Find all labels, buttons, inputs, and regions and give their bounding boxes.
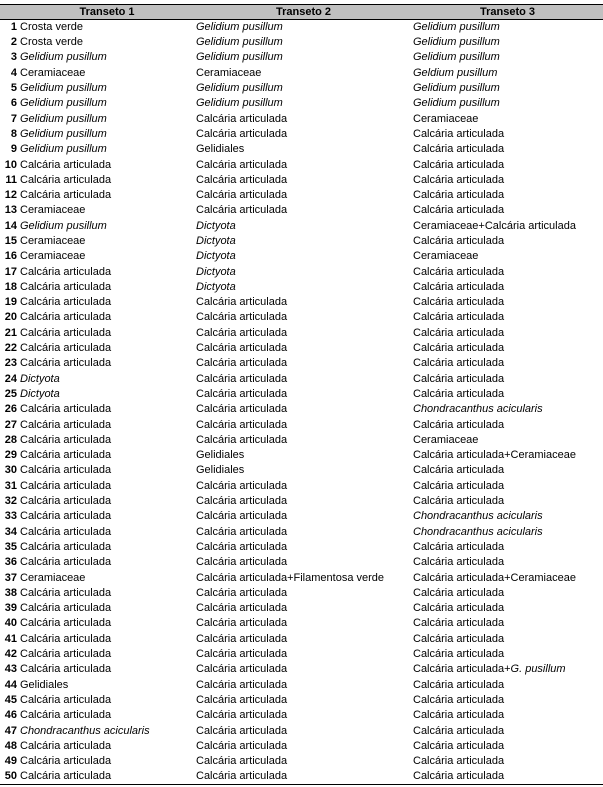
cell-transeto-1: Crosta verde	[20, 36, 83, 49]
row-number: 6	[10, 97, 17, 110]
cell-transeto-3: Calcária articulada	[413, 311, 505, 324]
row-number: 25	[4, 387, 17, 400]
row-number: 9	[10, 143, 17, 156]
cell-transeto-1: Calcária articulada	[20, 755, 112, 768]
cell-transeto-1: Crosta verde	[20, 21, 83, 33]
cell-transeto-1: Calcária articulada	[20, 739, 112, 752]
row-number: 22	[4, 342, 17, 355]
cell-transeto-2: Calcária articulada	[196, 158, 288, 171]
cell-transeto-1: Calcária articulada	[20, 556, 112, 569]
row-number: 4	[10, 66, 17, 79]
table-row	[0, 601, 603, 616]
table-row	[0, 203, 603, 218]
row-number: 14	[4, 219, 17, 232]
row-number: 2	[10, 36, 17, 49]
cell-transeto-3: Calcária articulada	[413, 617, 505, 630]
table-row	[0, 249, 603, 264]
cell-transeto-3: Gelidium pusillum	[413, 36, 500, 49]
cell-text-plain: Calcária articulada+	[413, 663, 511, 676]
cell-transeto-2: Calcária articulada	[196, 632, 288, 645]
table-row	[0, 555, 603, 570]
cell-transeto-1: Calcária articulada	[20, 663, 112, 676]
table-row	[0, 632, 603, 647]
table-row	[0, 463, 603, 478]
table-row	[0, 647, 603, 662]
cell-transeto-1: Calcária articulada	[20, 602, 112, 615]
cell-transeto-3: Calcária articulada	[413, 158, 505, 171]
cell-transeto-3: Chondracanthus acicularis	[413, 510, 543, 523]
cell-transeto-1: Ceramiaceae	[20, 250, 86, 263]
table-row	[0, 677, 603, 692]
cell-transeto-2: Calcária articulada	[195, 769, 412, 785]
cell-transeto-1: Calcária articulada	[20, 173, 112, 186]
cell-transeto-3: Calcária articulada	[413, 495, 505, 508]
header-transeto-3: Transeto 3	[412, 5, 603, 20]
table-row	[0, 188, 603, 203]
row-number: 32	[4, 495, 17, 508]
cell-transeto-1: Calcária articulada	[20, 586, 112, 599]
table-row	[0, 586, 603, 601]
cell-transeto-1: Calcária articulada	[20, 464, 112, 477]
cell-transeto-3: Chondracanthus acicularis	[413, 403, 543, 416]
cell-transeto-2: Calcária articulada	[196, 189, 288, 202]
table-row	[0, 356, 603, 371]
table-row	[0, 326, 603, 341]
header-row	[0, 5, 603, 20]
row-number: 1	[10, 21, 17, 33]
cell-transeto-1: Gelidium pusillum	[20, 51, 107, 64]
cell-transeto-1: Calcária articulada	[20, 648, 112, 661]
table-row	[0, 387, 603, 402]
cell-transeto-2: Calcária articulada	[196, 387, 288, 400]
cell-transeto-2: Dictyota	[196, 219, 236, 232]
cell-transeto-1: Gelidiales	[20, 678, 69, 691]
cell-transeto-2: Gelidium pusillum	[196, 36, 283, 49]
row-number: 33	[4, 510, 17, 523]
row-number: 21	[4, 326, 17, 339]
cell-transeto-2: Calcária articulada	[196, 663, 288, 676]
row-number: 5	[10, 82, 17, 95]
cell-text-italic: G. pusillum	[510, 663, 566, 676]
table-row	[0, 341, 603, 356]
cell-transeto-1: Calcária articulada	[19, 769, 195, 785]
table-row	[0, 310, 603, 325]
row-number: 31	[4, 479, 17, 492]
cell-transeto-2: Calcária articulada	[196, 693, 288, 706]
cell-transeto-2: Gelidium pusillum	[196, 82, 283, 95]
cell-transeto-1: Calcária articulada	[20, 632, 112, 645]
cell-transeto-2: Calcária articulada	[196, 403, 288, 416]
cell-transeto-3: Calcária articulada	[413, 540, 505, 553]
cell-transeto-3: Calcária articulada	[413, 755, 505, 768]
row-number: 29	[4, 449, 17, 462]
row-number: 38	[4, 586, 17, 599]
cell-transeto-1: Ceramiaceae	[20, 204, 86, 217]
cell-transeto-3: Ceramiaceae	[413, 112, 479, 125]
cell-transeto-3: Ceramiaceae+Calcária articulada	[413, 219, 576, 232]
cell-transeto-3: Calcária articulada	[413, 693, 505, 706]
cell-transeto-2: Dictyota	[196, 280, 236, 293]
table-row	[0, 35, 603, 50]
row-number: 12	[4, 189, 17, 202]
cell-transeto-3: Calcária articulada	[413, 479, 505, 492]
cell-transeto-2: Calcária articulada	[196, 556, 288, 569]
cell-transeto-2: Calcária articulada	[196, 617, 288, 630]
cell-transeto-3: Calcária articulada	[413, 464, 505, 477]
cell-transeto-1: Dictyota	[20, 387, 60, 400]
cell-transeto-3: Calcária articulada	[413, 602, 505, 615]
row-number: 30	[4, 464, 17, 477]
cell-transeto-2: Calcária articulada	[196, 357, 288, 370]
cell-transeto-2: Dictyota	[196, 265, 236, 278]
table-row	[0, 479, 603, 494]
table-row	[0, 127, 603, 142]
table-row	[0, 50, 603, 65]
table-row	[0, 570, 603, 585]
cell-transeto-3: Chondracanthus acicularis	[413, 525, 543, 538]
table-row	[0, 739, 603, 754]
row-number: 28	[4, 433, 17, 446]
cell-transeto-1: Calcária articulada	[20, 311, 112, 324]
cell-transeto-2: Gelidiales	[196, 143, 245, 156]
cell-transeto-2: Calcária articulada	[196, 479, 288, 492]
table-row	[0, 754, 603, 769]
row-number: 19	[4, 296, 17, 309]
row-number: 13	[4, 204, 17, 217]
cell-transeto-2: Gelidium pusillum	[196, 21, 283, 33]
cell-transeto-2: Calcária articulada	[196, 342, 288, 355]
row-number: 17	[4, 265, 17, 278]
cell-transeto-1: Gelidium pusillum	[20, 97, 107, 110]
cell-transeto-1: Calcária articulada	[20, 296, 112, 309]
row-number: 23	[4, 357, 17, 370]
cell-transeto-3: Ceramiaceae	[413, 250, 479, 263]
table-row	[0, 372, 603, 387]
cell-transeto-3: Calcária articulada	[413, 418, 505, 431]
cell-transeto-3: Calcária articulada	[413, 648, 505, 661]
table-row	[0, 142, 603, 157]
species-table	[0, 4, 603, 785]
table-row	[0, 264, 603, 279]
cell-transeto-1: Calcária articulada	[20, 449, 112, 462]
table-row	[0, 234, 603, 249]
row-number: 27	[4, 418, 17, 431]
cell-transeto-3: Gelidium pusillum	[413, 51, 500, 64]
cell-transeto-3: Calcária articulada	[413, 189, 505, 202]
cell-transeto-2: Calcária articulada	[196, 648, 288, 661]
cell-transeto-1: Gelidium pusillum	[20, 82, 107, 95]
table-row	[0, 417, 603, 432]
cell-transeto-2: Calcária articulada	[196, 602, 288, 615]
row-number: 37	[4, 571, 17, 584]
cell-transeto-2: Calcária articulada	[196, 112, 288, 125]
table-row	[0, 295, 603, 310]
table-row	[0, 66, 603, 81]
cell-transeto-3: Calcária articulada	[413, 632, 505, 645]
header-transeto-1: Transeto 1	[19, 5, 195, 20]
cell-transeto-1: Gelidium pusillum	[20, 219, 107, 232]
cell-transeto-3: Geldium pusillum	[413, 66, 498, 79]
cell-transeto-3: Calcária articulada	[413, 326, 505, 339]
row-number: 48	[4, 739, 17, 752]
table-row	[0, 96, 603, 111]
cell-transeto-2: Calcária articulada	[196, 326, 288, 339]
cell-transeto-2: Calcária articulada	[196, 586, 288, 599]
cell-transeto-3: Calcária articulada	[413, 387, 505, 400]
cell-transeto-1: Calcária articulada	[20, 709, 112, 722]
cell-transeto-2: Gelidium pusillum	[196, 51, 283, 64]
cell-transeto-3: Calcária articulada	[413, 372, 505, 385]
cell-transeto-3: Calcária articulada	[413, 143, 505, 156]
table-row	[0, 494, 603, 509]
row-number: 45	[4, 693, 17, 706]
row-number: 47	[4, 724, 17, 737]
cell-transeto-2: Gelidiales	[196, 449, 245, 462]
cell-transeto-1: Calcária articulada	[20, 540, 112, 553]
cell-transeto-3: Gelidium pusillum	[413, 21, 500, 33]
cell-transeto-3: Calcária articulada+Ceramiaceae	[413, 449, 576, 462]
cell-transeto-3	[412, 662, 603, 677]
cell-transeto-3: Calcária articulada	[413, 586, 505, 599]
cell-transeto-1: Ceramiaceae	[20, 235, 86, 247]
cell-transeto-2: Calcária articulada	[196, 372, 288, 385]
table-row	[0, 20, 603, 36]
row-number: 43	[4, 663, 17, 676]
cell-transeto-2: Calcária articulada	[196, 739, 288, 752]
cell-transeto-3: Calcária articulada	[413, 357, 505, 370]
cell-transeto-2: Calcária articulada	[196, 173, 288, 186]
cell-transeto-2: Ceramiaceae	[196, 66, 262, 79]
cell-transeto-3: Calcária articulada	[413, 296, 505, 309]
table-row	[0, 433, 603, 448]
table-row	[0, 723, 603, 738]
row-number: 15	[4, 235, 17, 247]
cell-transeto-2: Calcária articulada	[196, 510, 288, 523]
cell-transeto-2: Gelidiales	[196, 464, 245, 477]
cell-transeto-3: Ceramiaceae	[413, 433, 479, 446]
row-number: 20	[4, 311, 17, 324]
table-row	[0, 708, 603, 723]
cell-transeto-2: Calcária articulada	[196, 127, 288, 140]
cell-transeto-1: Calcária articulada	[20, 479, 112, 492]
table-row	[0, 525, 603, 540]
cell-transeto-2: Calcária articulada	[196, 495, 288, 508]
cell-transeto-1: Calcária articulada	[20, 403, 112, 416]
row-number: 18	[4, 280, 17, 293]
cell-transeto-2: Gelidium pusillum	[196, 97, 283, 110]
table-row	[0, 616, 603, 631]
cell-transeto-3: Gelidium pusillum	[413, 97, 500, 110]
cell-transeto-2: Calcária articulada	[196, 525, 288, 538]
cell-transeto-3: Calcária articulada	[413, 709, 505, 722]
header-index	[0, 5, 19, 20]
cell-transeto-2: Calcária articulada+Filamentosa verde	[196, 571, 385, 584]
row-number: 42	[4, 648, 17, 661]
table-row	[0, 280, 603, 295]
cell-transeto-3: Calcária articulada	[413, 280, 505, 293]
cell-transeto-1: Calcária articulada	[20, 433, 112, 446]
cell-transeto-2: Calcária articulada	[196, 311, 288, 324]
cell-transeto-1: Gelidium pusillum	[20, 112, 107, 125]
table-row	[0, 402, 603, 417]
cell-transeto-3: Calcária articulada	[413, 739, 505, 752]
cell-transeto-1: Ceramiaceae	[20, 66, 86, 79]
table-row	[0, 769, 603, 785]
cell-transeto-1: Calcária articulada	[20, 265, 112, 278]
cell-transeto-3: Calcária articulada	[413, 127, 505, 140]
cell-transeto-2: Calcária articulada	[196, 433, 288, 446]
cell-transeto-2: Dictyota	[196, 235, 236, 247]
cell-transeto-3: Calcária articulada	[413, 342, 505, 355]
cell-transeto-1: Gelidium pusillum	[20, 127, 107, 140]
cell-transeto-1: Dictyota	[20, 372, 60, 385]
cell-transeto-1: Calcária articulada	[20, 418, 112, 431]
cell-transeto-3: Calcária articulada	[412, 769, 603, 785]
row-number: 10	[4, 158, 17, 171]
cell-transeto-2: Dictyota	[196, 250, 236, 263]
cell-transeto-1: Calcária articulada	[20, 357, 112, 370]
cell-transeto-3: Calcária articulada	[413, 173, 505, 186]
row-number: 41	[4, 632, 17, 645]
cell-transeto-2: Calcária articulada	[196, 418, 288, 431]
cell-transeto-1: Calcária articulada	[20, 525, 112, 538]
row-number: 34	[4, 525, 17, 538]
table-row	[0, 111, 603, 126]
cell-transeto-3: Calcária articulada	[413, 265, 505, 278]
cell-transeto-1: Calcária articulada	[20, 189, 112, 202]
cell-transeto-2: Calcária articulada	[196, 755, 288, 768]
cell-transeto-1: Calcária articulada	[20, 510, 112, 523]
row-number: 8	[10, 127, 17, 140]
cell-transeto-2: Calcária articulada	[196, 204, 288, 217]
cell-transeto-2: Calcária articulada	[196, 678, 288, 691]
cell-transeto-1: Chondracanthus acicularis	[20, 724, 150, 737]
row-number: 24	[4, 372, 17, 385]
cell-transeto-3: Gelidium pusillum	[413, 82, 500, 95]
table-row	[0, 693, 603, 708]
table-row	[0, 540, 603, 555]
cell-transeto-1: Ceramiaceae	[20, 571, 86, 584]
row-number: 3	[10, 51, 17, 64]
row-number: 26	[4, 403, 17, 416]
cell-transeto-1: Calcária articulada	[20, 326, 112, 339]
cell-transeto-3: Calcária articulada	[413, 556, 505, 569]
cell-transeto-2: Calcária articulada	[196, 709, 288, 722]
table-row	[0, 448, 603, 463]
row-number: 7	[10, 112, 17, 125]
table-row	[0, 219, 603, 234]
species-table-wrapper	[0, 4, 603, 785]
table-row	[0, 173, 603, 188]
cell-transeto-1: Calcária articulada	[20, 280, 112, 293]
cell-transeto-2: Calcária articulada	[196, 540, 288, 553]
table-row	[0, 662, 603, 677]
row-number: 46	[4, 709, 17, 722]
header-transeto-2: Transeto 2	[195, 5, 412, 20]
cell-transeto-3: Calcária articulada	[413, 678, 505, 691]
row-number: 35	[4, 540, 17, 553]
cell-transeto-1: Calcária articulada	[20, 342, 112, 355]
row-number: 11	[5, 173, 17, 186]
cell-transeto-2: Calcária articulada	[196, 296, 288, 309]
cell-transeto-3: Calcária articulada	[413, 235, 505, 247]
row-number: 50	[0, 769, 19, 785]
cell-transeto-1: Gelidium pusillum	[20, 143, 107, 156]
table-header	[0, 5, 603, 20]
table-body	[0, 20, 603, 785]
cell-transeto-1: Calcária articulada	[20, 158, 112, 171]
cell-transeto-1: Calcária articulada	[20, 495, 112, 508]
table-row	[0, 157, 603, 172]
row-number: 49	[4, 755, 17, 768]
cell-transeto-3: Calcária articulada+Ceramiaceae	[413, 571, 576, 584]
cell-transeto-3: Calcária articulada	[413, 204, 505, 217]
row-number: 39	[4, 602, 17, 615]
cell-transeto-1: Calcária articulada	[20, 693, 112, 706]
table-row	[0, 509, 603, 524]
cell-transeto-2: Calcária articulada	[196, 724, 288, 737]
row-number: 36	[4, 556, 17, 569]
table-row	[0, 81, 603, 96]
row-number: 44	[4, 678, 17, 691]
row-number: 16	[4, 250, 17, 263]
cell-transeto-3: Calcária articulada	[413, 724, 505, 737]
row-number: 40	[4, 617, 17, 630]
cell-transeto-1: Calcária articulada	[20, 617, 112, 630]
